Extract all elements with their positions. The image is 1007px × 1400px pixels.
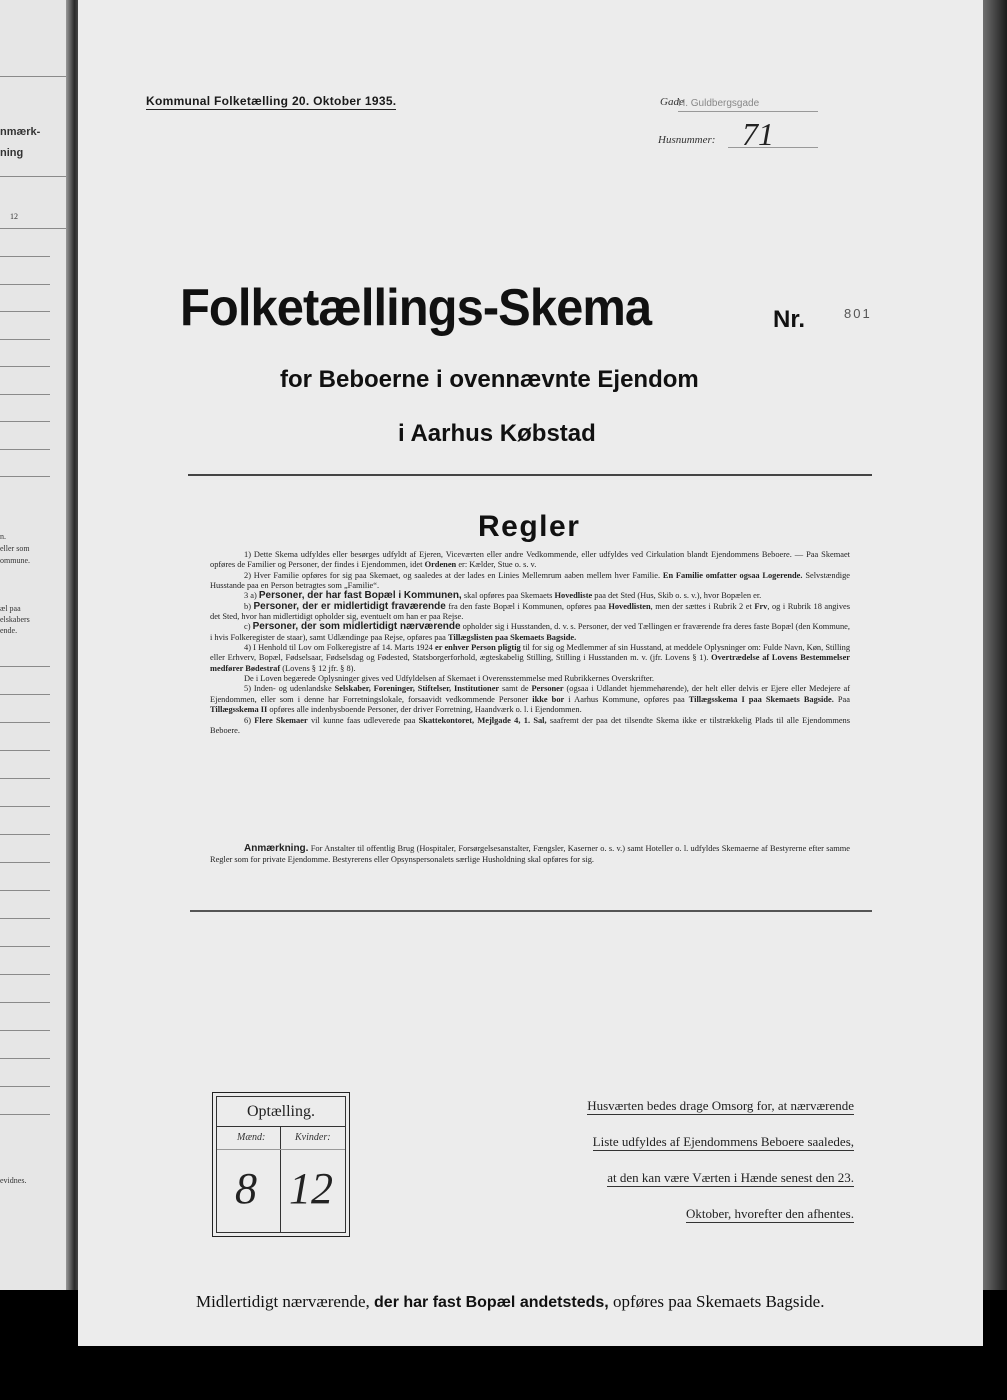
women-count: 12 xyxy=(289,1164,333,1213)
husnummer-value: 71 xyxy=(742,116,774,152)
gade-value: H. Guldbergsgade xyxy=(678,98,760,109)
left-fragment: ning xyxy=(0,147,24,159)
left-fragment: æl paa xyxy=(0,604,21,613)
form-number-stamp: 801 xyxy=(844,306,872,321)
rule-3a: 3 a) Personer, der har fast Bopæl i Kommunen, skal opføres paa Skemaets Hovedliste paa det Sted (Hus, Skib o. s. v.), hvor Bopælen er. xyxy=(244,590,762,602)
rules-text xyxy=(210,550,850,736)
rule-1: 1) Dette Skema udfyldes eller besørges udfyldt af Ejeren, Viceværten eller andre Vedkommende, eller udfyldes ved Cirkulation blandt Ejendommens Beboere. — Paa Skemaet opføres de Familier og Personer, der findes i Ejendommen, idet Ordenen er: Kælder, Stue o. s. v. xyxy=(210,550,850,570)
anmaerkning-note xyxy=(210,843,850,865)
ruling-line xyxy=(0,778,50,779)
scan-border xyxy=(0,1346,1007,1400)
ruling-line xyxy=(0,806,50,807)
ruling-line xyxy=(0,1002,50,1003)
rule-2: 2) Hver Familie opføres for sig paa Skemaet, og saaledes at der lades en Linies Mellemrum aaben mellem hver Familie. En Familie omfatter ogsaa Logerende. Selvstændige Husstande paa en Person betragtes som „Familie“. xyxy=(210,570,850,591)
husnummer-label: Husnummer: xyxy=(658,134,716,146)
rule-4-note: De i Loven begærede Oplysninger gives ved Udfyldelsen af Skemaet i Overensstemmelse med Rubrikkernes Overskrifter. xyxy=(244,674,655,684)
men-count: 8 xyxy=(235,1164,257,1213)
form-title: Folketællings-Skema xyxy=(180,279,652,337)
instruction-line: Liste udfyldes af Ejendommens Beboere saaledes, xyxy=(592,1134,854,1149)
ruling-line xyxy=(0,1086,50,1087)
count-subdivider xyxy=(217,1149,345,1150)
ruling-line xyxy=(0,666,50,667)
ruling-line xyxy=(0,366,50,367)
left-fragment: 12 xyxy=(10,212,18,221)
left-fragment: ommune. xyxy=(0,556,30,565)
ruling-line xyxy=(0,890,50,891)
men-label: Mænd: xyxy=(237,1132,266,1143)
instruction-line: at den kan være Værten i Hænde senest den 23. xyxy=(607,1170,854,1185)
gade-label: Gade xyxy=(660,96,684,108)
instruction-line: Husværten bedes drage Omsorg for, at nærværende xyxy=(587,1098,854,1113)
ruling-line xyxy=(0,694,50,695)
gade-field-line xyxy=(678,111,818,112)
rule-4: 4) I Henhold til Lov om Folkeregistre af 14. Marts 1924 er enhver Person pligtig til for sig og Medlemmer af sin Husstand, at meddele Oplysninger om: Fulde Navn, Køn, Stilling eller Erhverv, Bopæl, Fødselsaar, Fødselsdag og Fødested, Statsborgerforhold, ægteskabelig Stilling, Stilling i Husstanden m. v. (jfr. Lovens § 1). Overtrædelse af Lovens Bestemmelser medfører Bødestraf (Lovens § 12 jfr. § 8). xyxy=(210,643,851,673)
ruling-line xyxy=(0,176,72,177)
form-number-label: Nr. xyxy=(773,306,806,333)
ruling-line xyxy=(0,834,50,835)
women-label: Kvinder: xyxy=(295,1132,331,1143)
count-box xyxy=(212,1092,350,1237)
census-header: Kommunal Folketælling 20. Oktober 1935. xyxy=(146,94,397,108)
divider xyxy=(190,910,872,912)
form-location: i Aarhus Købstad xyxy=(398,420,596,447)
ruling-line xyxy=(0,974,50,975)
landlord-instructions xyxy=(514,1096,854,1240)
instruction-line: Oktober, hvorefter den afhentes. xyxy=(685,1206,854,1221)
ruling-line xyxy=(0,449,50,450)
ruling-line xyxy=(0,862,50,863)
ruling-line xyxy=(0,1058,50,1059)
count-column-divider xyxy=(280,1126,281,1232)
rules-heading: Regler xyxy=(478,510,581,543)
page-edge xyxy=(983,0,1007,1290)
rule-3c: c) Personer, der som midlertidigt nærværende opholder sig i Husstanden, d. v. s. Personer, der ved Tællingen er fraværende fra deres faste Bopæl (den Kommune, i hvis Folkeregister de staar), samt Udlændinge paa Rejse, opføres paa Tillægslisten paa Skemaets Bagside. xyxy=(210,621,850,642)
anmaerkning-label: Anmærkning. xyxy=(244,843,309,854)
left-fragment: ende. xyxy=(0,626,18,635)
ruling-line xyxy=(0,1030,50,1031)
form-subtitle: for Beboerne i ovennævnte Ejendom xyxy=(280,366,699,393)
ruling-line xyxy=(0,1114,50,1115)
ruling-line xyxy=(0,421,50,422)
left-fragment: elskabers xyxy=(0,615,30,624)
anmaerkning-text: For Anstalter til offentlig Brug (Hospitaler, Forsørgelsesanstalter, Fængsler, Kaserner o. s. v.) samt Hoteller o. l. udfyldes Skemaerne af Bestyrerne efter samme Regler som for private Ejendomme. Bestyrerens eller Opsynspersonalets særlige Husholdning skal opføres for sig. xyxy=(210,844,850,864)
count-title: Optælling. xyxy=(246,1103,315,1120)
left-fragment: evidnes. xyxy=(0,1176,27,1185)
ruling-line xyxy=(0,256,50,257)
footer-note: Midlertidigt nærværende, der har fast Bopæl andetsteds, opføres paa Skemaets Bagside. xyxy=(196,1292,825,1311)
count-box-frame xyxy=(216,1096,346,1233)
ruling-line xyxy=(0,311,50,312)
left-facing-page xyxy=(0,0,72,1290)
rule-3b: b) Personer, der er midlertidigt fraværende fra den faste Bopæl i Kommunen, opføres paa Hovedlisten, men der sættes i Rubrik 2 et Frv, og i Rubrik 18 angives det Sted, hvor han midlertidigt opholder sig, eventuelt om han er paa Rejse. xyxy=(210,600,850,622)
ruling-line xyxy=(0,394,50,395)
rule-6: 6) Flere Skemaer vil kunne faas udleverede paa Skattekontoret, Mejlgade 4, 1. Sal, saafremt der paa det tilsendte Skema ikke er tilstrækkelig Plads til alle Ejendommens Beboere. xyxy=(210,715,851,735)
ruling-line xyxy=(0,339,50,340)
ruling-line xyxy=(0,946,50,947)
rule-5: 5) Inden- og udenlandske Selskaber, Foreninger, Stiftelser, Institutioner samt de Personer (ogsaa i Udlandet hjemmehørende), der helt eller delvis er Ejere eller Medejere af Ejendommen, eller som i denne har Forretningslokale, forsaavidt vedkommende Personer ikke bor i Aarhus Kommune, opføres paa Tillægsskema I paa Skemaets Bagside. Paa Tillægsskema II opføres alle indenbysboende Personer, der driver Forretning, Haandværk o. l. i Ejendommen. xyxy=(210,684,851,715)
ruling-line xyxy=(0,76,72,77)
ruling-line xyxy=(0,228,72,229)
count-divider xyxy=(217,1126,345,1127)
ruling-line xyxy=(0,750,50,751)
left-fragment: n. xyxy=(0,532,6,541)
ruling-line xyxy=(0,918,50,919)
ruling-line xyxy=(0,476,50,477)
ruling-line xyxy=(0,722,50,723)
divider xyxy=(188,474,872,476)
ruling-line xyxy=(0,284,50,285)
left-fragment: eller som xyxy=(0,544,30,553)
left-fragment: nmærk- xyxy=(0,126,41,138)
